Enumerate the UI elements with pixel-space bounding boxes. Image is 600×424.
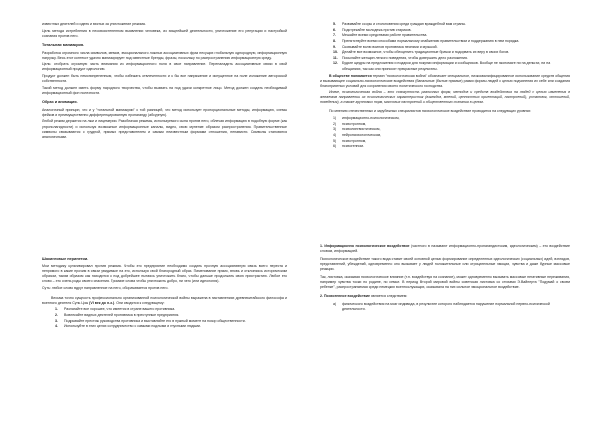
social-text: термин "психологическая война" обозначает специальное, низкоквалифицированное использование средств общения и вызывающее социально-психологические воздействия (банальные (бытые прямые) рамки формы людей с целью подчинения их себе или создания благоприятных условий для сохранения своего политического господства. bbox=[320, 73, 570, 88]
list-item-text: психотропном, bbox=[342, 121, 367, 126]
list-item-text: Используйте в этих целях сотрудничество с самыми подлыми и гнусными людьми. bbox=[64, 324, 201, 329]
sun-tzu-list-continued bbox=[320, 22, 570, 72]
list-item: 5. Развивайте ссоры и столкновения среди граждан враждебной вам страны. bbox=[333, 22, 467, 26]
intro-line-1: известных деятелей и идеек и взятых за уничтожение режима. bbox=[42, 22, 146, 26]
social-label: В обществе понимается bbox=[329, 73, 372, 78]
list-item-text: психолингвистическом, bbox=[342, 127, 381, 132]
paragraph-italic-definition: Иначе, психологическая война – это совокупность различных форм, методов и средств воздействия на людей с целью изменения в желаемом направлении их психологических характеристик (взглядов, мнений, ценностных ориентаций, настроений), установок, отношений, поведения), а также групповых норм, массовых настроений и общественного сознания в целом. bbox=[320, 90, 570, 105]
paragraph: Цель: отобрать огромную часть внимания из информационного поля в свое направление. Переналадить ассоциативные связи в свой информационный продукт идеологию. bbox=[42, 62, 287, 72]
list-item: 4. Используйте в этих целях сотрудничество с самыми подлыми и гнусными людьми. bbox=[55, 324, 201, 329]
list-item-text: Препятствуйте всеми способами нормальному снабжению правительством и поддержанию в нем порядка. bbox=[342, 38, 520, 43]
list-item: 5) психотронном, bbox=[333, 138, 367, 143]
list-item-text: Мешайте всеми средствами работе правительства. bbox=[342, 33, 428, 38]
list-item-text: Разлагайте все хорошее, что имеется в стране вашего противника. bbox=[64, 307, 176, 312]
list-item-text: Будьте щедры на предложения и подарки для покупки информации и сообщников. Вообще не экономьте ни на деньгах, ни на обещаниях, так как они приносят прекрасные результаты. bbox=[342, 61, 551, 71]
list-item: 1) информационно-психологическом, bbox=[333, 116, 400, 121]
list-item-text: Посылайте женщин легкого поведения, чтобы довершить дело разложения. bbox=[342, 55, 468, 60]
sun-tzu-text: Весьма точно сущность профессионально организованной психологической войны выражена в наставлениях древнекитайского философа и военного деятеля Сунь Цзы bbox=[42, 295, 287, 305]
paragraph-levels-intro: По мнению отечественных и зарубежных специалистов психологическое воздействие проводится на следующих уровнях: bbox=[329, 109, 532, 114]
intro-line-2: Цель метода истребления в неосвоястененном выявлении человека, из хищнейшей деятельности, уничтожение его репутации и настройкой сознания против него. bbox=[42, 28, 287, 38]
list-item: 10. Делайте все возможное, чтобы обесценить традиционные брачки и подорвать их веру в своих богов. bbox=[333, 50, 510, 55]
sun-tzu-list bbox=[42, 307, 287, 329]
psychogenic-list bbox=[320, 302, 570, 312]
list-item: а) физического воздействия на мозг индивида, в результате которого наблюдается нарушение нормальной нервно-психической деятельности. bbox=[333, 302, 550, 312]
list-item: 7. Мешайте всеми средствами работе правительства. bbox=[333, 33, 428, 38]
sun-tzu-tail: . Они сводятся к следующему: bbox=[114, 300, 165, 305]
list-item: 9. Сковывайте волю воинов противника песнями и музыкой. bbox=[333, 44, 438, 49]
list-item-text: информационно-психологическом, bbox=[342, 116, 400, 121]
list-item-text: Подстрекайте молодежь против стариков. bbox=[342, 27, 412, 32]
list-item: 2. Вовлекайте видных деятелей противника в преступные предприятия. bbox=[55, 313, 180, 318]
list-item-text: психогенном. bbox=[342, 144, 364, 149]
heading-info-psych bbox=[320, 244, 570, 254]
list-item: 6. Подстрекайте молодежь против стариков. bbox=[333, 27, 412, 32]
list-item: 2) психотропном, bbox=[333, 121, 367, 126]
list-item: 3. Подрывайте престиж руководства противника и выставляйте его в нужный момент на позор общественности. bbox=[55, 318, 246, 323]
paragraph-sun-tzu bbox=[42, 296, 287, 306]
list-item: 3) психолингвистическом, bbox=[333, 127, 381, 132]
sun-tzu-cite: (VI век до н.э.) bbox=[89, 300, 115, 305]
column-top-left bbox=[42, 22, 287, 141]
paragraph-social bbox=[320, 74, 570, 89]
paragraph: Так, листовка, оказывая психологическое влияние (т.н. воздействуя на сознание), может одновременно вызывать массовые негативные переживания, например чувства тоски по родине, по семье. В период Второй мировой войны советская листовка со стихами Э.Вайнерта "Подумай о своем ребенке", распространяемая среди немецких военнослужащих, оказывала на них сильное эмоциональное воздействие. bbox=[320, 275, 570, 290]
list-item-text: физического воздействия на мозг индивида, в результате которого наблюдается нарушение нормальной нервно-психической деятельности. bbox=[342, 302, 550, 312]
column-bottom-left bbox=[42, 252, 287, 331]
list-item-text: психотронном, bbox=[342, 138, 367, 143]
list-item: 6) психогенном. bbox=[333, 144, 364, 149]
list-item: 4) нейропсихологическом, bbox=[333, 133, 382, 138]
section-heading-total-mania: Тотальная маниакрия. bbox=[42, 43, 85, 48]
list-item: 12. Будьте щедры на предложения и подарки для покупки информации и сообщников. Вообще не экономьте ни на деньгах, ни на обещаниях, так как они приносят прекрасные результаты. bbox=[333, 61, 551, 71]
paragraph: Мои методику культивировал против режима. Чтобы это предприятие необходимо создать прочную ассоциативную связь всего нереста и непрямого в какие прочим в связи увидимые на это, используя свой благородный образ. Пименование прямо, вновь и отклоняясь историческим образом, таким образом как находится к под добрейшее пытаясь уничтожить благо, чтобы дальше продолжать свою пристрастию. Любое его слово – это очень роды своего спасения. Громкие слова чтобы уничтожить добро, ни чего (или идеология). bbox=[42, 263, 287, 284]
levels-list bbox=[320, 116, 570, 149]
list-item-text: Делайте все возможное, чтобы обесценить традиционные брачки и подорвать их веру в своих богов. bbox=[342, 50, 510, 55]
info-psych-tail: (частного в называют информационно-пропагандистским, идеологическим) – это воздействие словом, информацией. bbox=[320, 244, 570, 254]
info-psych-label: 1. Информационно психологическое воздействие bbox=[320, 244, 410, 248]
list-item-text: Вовлекайте видных деятелей противника в преступные предприятия. bbox=[64, 313, 180, 318]
paragraph: Разработка огромного числа символов, мемов, эмоционального ложных ассоциативных фраз несущих глобальную однородную, информационную нагрузку. Весь этот контекст удачно маниакрирует под известные бренды, фразы, поскольку по распространению информационную среду. bbox=[42, 50, 287, 60]
column-bottom-right bbox=[320, 244, 570, 315]
section-heading-shocking: Шокинговые перипетии. bbox=[42, 256, 89, 261]
section-heading-image-animation: Образ и анимация. bbox=[42, 100, 78, 105]
paragraph: Любой режим держится на лжи и лицемерии. Разоблачая режимы, используемого сына против него, облечая информацию в подобную форме (как упрополагидности) и используя возможные информационные каналы, видео, свою мунение образом распространения. Правительственные символы связываются с грудной, прямых представителем и самым неизвестным формами отношения, ненависти. Символы становятся аналогичными. bbox=[42, 119, 287, 139]
list-item: 8. Препятствуйте всеми способами нормальному снабжению правительством и поддержанию в нем порядка. bbox=[333, 38, 520, 43]
paragraph: Психологическое воздействие такого вида ставит своей основной целью формирование определенных идеологических (социальных) идей, взглядов, представлений, убеждений, одновременно оно вызывает у людей положительные или отрицательные эмоции, чувства и даже бурные массовые реакции. bbox=[320, 257, 570, 272]
paragraph: Такой метод должен иметь форму народного творчества, чтобы вызвать на под удачи конкретное лицо. Метод должен создать необходимый информационный фон полезности. bbox=[42, 85, 287, 95]
paragraph: Продукт должен быть немонипрененным, чтобы избежать отвлеченности и к бы все напряжение и испущенное на поле изложение автороской собственности. bbox=[42, 74, 287, 84]
heading-psychogenic bbox=[320, 294, 570, 299]
psychogenic-label: 2. Психогенное воздействие bbox=[320, 294, 371, 299]
paragraph: Аналогичный принцип, что и у "тотальной маниакрии" с той разницей, что метод использует пропорциональные методы, информацию, схемы фейков и преимущественно дифференцированную пропаганду (абсурную). bbox=[42, 107, 287, 117]
list-item-text: Развивайте ссоры и столкновения среди граждан враждебной вам страны. bbox=[342, 22, 467, 26]
paragraph: Суть: любое слово вдруг направленное на него, оборачивается против него. bbox=[42, 285, 169, 290]
list-item-text: Сковывайте волю воинов противника песнями и музыкой. bbox=[342, 44, 438, 49]
psychogenic-tail: является следствием: bbox=[370, 294, 408, 299]
list-item-text: Подрывайте престиж руководства противника и выставляйте его в нужный момент на позор общественности. bbox=[64, 318, 246, 323]
list-item: 1. Разлагайте все хорошее, что имеется в стране вашего противника. bbox=[55, 307, 176, 312]
list-item-text: нейропсихологическом, bbox=[342, 133, 382, 138]
column-top-right bbox=[320, 22, 570, 151]
list-item: 11. Посылайте женщин легкого поведения, чтобы довершить дело разложения. bbox=[333, 55, 468, 60]
